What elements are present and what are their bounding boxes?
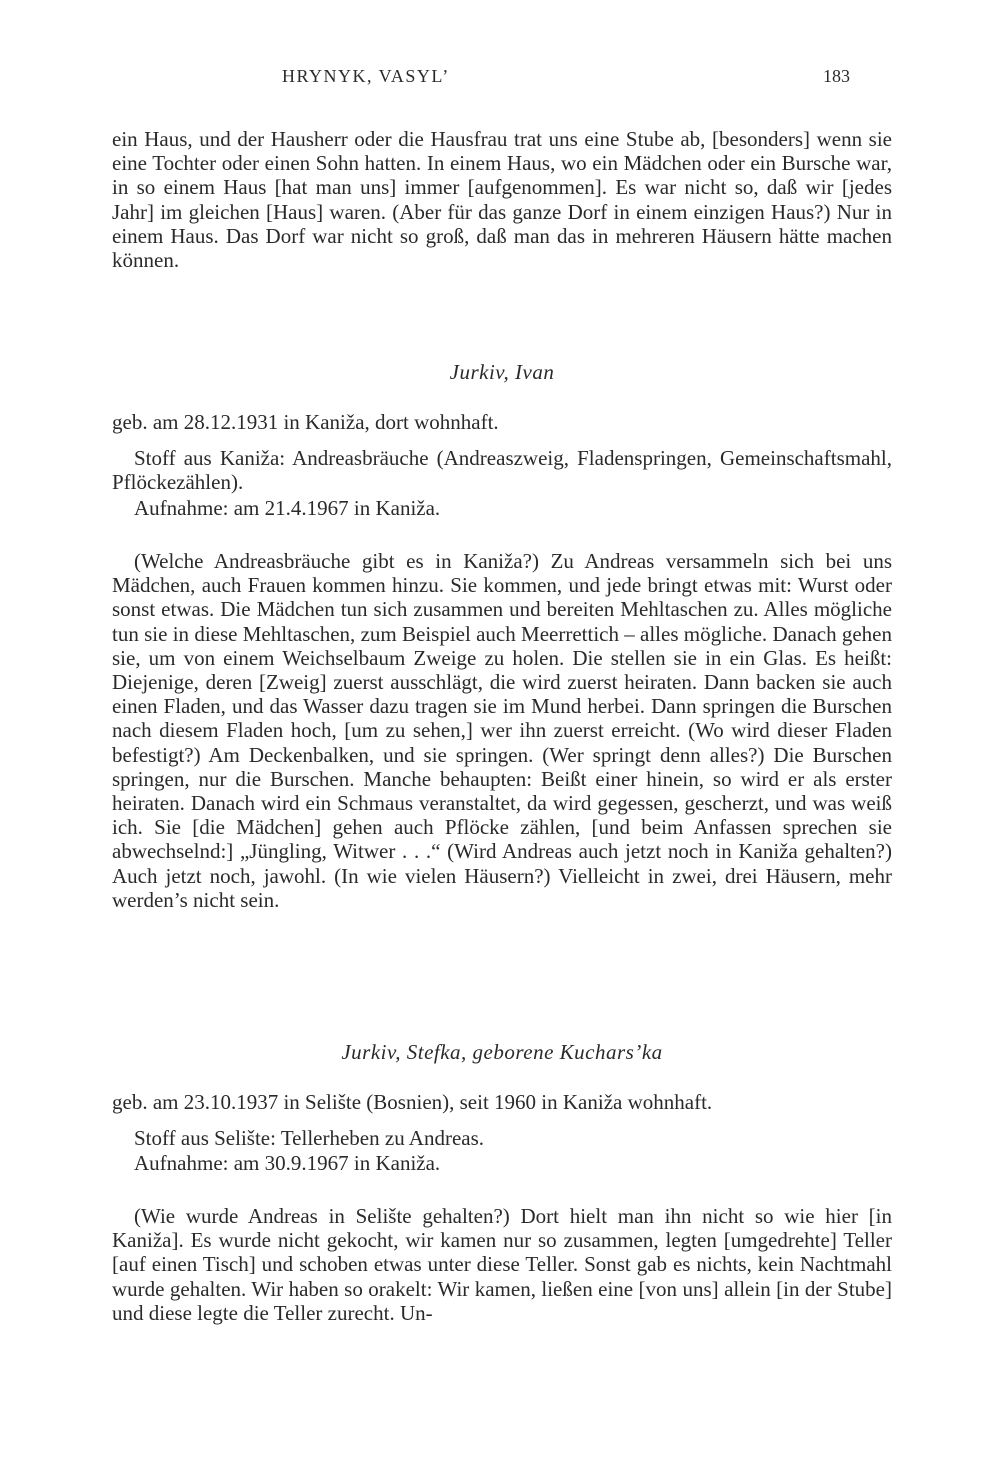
running-head-title: HRYNYK, VASYL’ xyxy=(282,66,450,86)
stefka-birth-line: geb. am 23.10.1937 in Selište (Bosnien), seit 1960 in Kaniža wohnhaft. xyxy=(112,1090,713,1114)
running-head xyxy=(112,62,892,92)
ivan-recording-line: Aufnahme: am 21.4.1967 in Kaniža. xyxy=(134,496,441,520)
ivan-birth-line: geb. am 28.12.1931 in Kaniža, dort wohnhaft. xyxy=(112,410,499,434)
section-heading-stefka: Jurkiv, Stefka, geborene Kuchars’ka xyxy=(341,1040,663,1064)
page-number: 183 xyxy=(823,66,850,86)
stefka-transcript: (Wie wurde Andreas in Selište gehalten?) Dort hielt man ihn nicht so wie hier [in Kaniža]. Es wurde nicht gekocht, wir kamen nur so zusammen, legten [umgedrehte] Teller [auf einen Tisch] und schoben etwas unter diese Teller. Sonst gab es nichts, kein Nachtmahl wurde gehalten. Wir haben so orakelt: Wir kamen, ließen eine [von uns] allein [in der Stube] und diese legte die Teller zurecht. Un- xyxy=(112,1204,892,1325)
stefka-recording-line: Aufnahme: am 30.9.1967 in Kaniža. xyxy=(134,1151,441,1175)
stefka-material-line: Stoff aus Selište: Tellerheben zu Andreas. xyxy=(134,1126,485,1150)
ivan-transcript: (Welche Andreasbräuche gibt es in Kaniža?) Zu Andreas versammeln sich bei uns Mädchen, auch Frauen kommen hinzu. Sie kommen, und jede bringt etwas mit: Wurst oder sonst etwas. Die Mädchen tun sich zusammen und bereiten Mehltaschen zu. Alles mögliche tun sie in diese Mehltaschen, zum Beispiel auch Meerrettich – alles mögliche. Danach gehen sie, um von einem Weichselbaum Zweige zu holen. Die stellen sie in ein Glas. Es heißt: Diejenige, deren [Zweig] zuerst ausschlägt, die wird zuerst heiraten. Dann backen sie auch einen Fladen, und das Wasser dazu tragen sie im Mund herbei. Dann springen die Burschen nach diesem Fladen hoch, [um zu sehen,] wer ihn zuerst erreicht. (Wo wird dieser Fladen befestigt?) Am Deckenbalken, und sie springen. (Wer springt denn alles?) Die Burschen springen, nur die Burschen. Manche behaupten: Beißt einer hinein, so wird er als erster heiraten. Danach wird ein Schmaus veranstaltet, da wird gegessen, gescherzt, und was weiß ich. Sie [die Mädchen] gehen auch Pflöcke zählen, [und beim Anfassen sprechen sie abwechselnd:] „Jüngling, Witwer . . .“ (Wird Andreas auch jetzt noch in Kaniža gehalten?) Auch jetzt noch, jawohl. (In wie vielen Häusern?) Vielleicht in zwei, drei Häusern, mehr werden’s nicht sein. xyxy=(112,549,892,912)
ivan-material-line: Stoff aus Kaniža: Andreasbräuche (Andreaszweig, Fladenspringen, Gemeinschaftsmahl, Pflöckezählen). xyxy=(112,446,892,495)
section-heading-ivan: Jurkiv, Ivan xyxy=(449,360,555,384)
intro-paragraph: ein Haus, und der Hausherr oder die Hausfrau trat uns eine Stube ab, [besonders] wenn sie eine Tochter oder einen Sohn hatten. In einem Haus, wo ein Mädchen oder ein Bursche war, in so einem Haus [hat man uns] immer [aufgenommen]. Es war nicht so, daß wir [jedes Jahr] im gleichen [Haus] waren. (Aber für das ganze Dorf in einem einzigen Haus?) Nur in einem Haus. Das Dorf war nicht so groß, daß man das in mehreren Häusern hätte machen können. xyxy=(112,127,892,273)
